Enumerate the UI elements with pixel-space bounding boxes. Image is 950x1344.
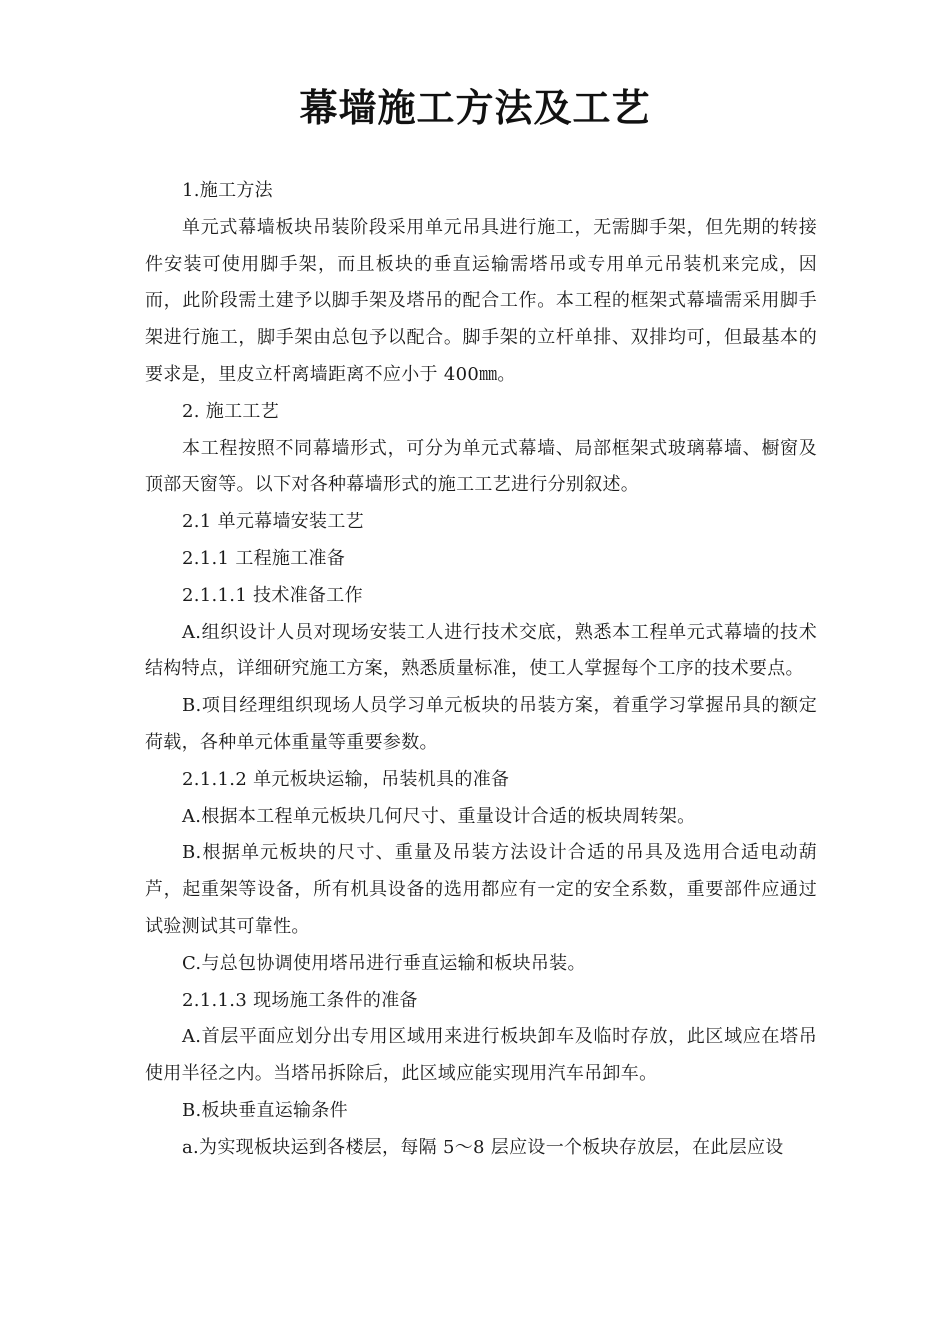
document-title: 幕墙施工方法及工艺 bbox=[299, 85, 651, 130]
paragraph-item-b-transport: B.根据单元板块的尺寸、重量及吊装方法设计合适的吊具及选用合适电动葫芦，起重架等设备，所有机具设备的选用都应有一定的安全系数，重要部件应通过试验测试其可靠性。 bbox=[145, 842, 817, 937]
paragraph-section-2-heading: 2. 施工工艺 bbox=[182, 400, 279, 422]
paragraph-construction-method: 单元式幕墙板块吊装阶段采用单元吊具进行施工，无需脚手架，但先期的转接件安装可使用脚手架，而且板块的垂直运输需塔吊或专用单元吊装机来完成，因而，此阶段需土建予以脚手架及塔吊的配合工作。本工程的框架式幕墙需采用脚手架进行施工，脚手架由总包予以配合。脚手架的立杆单排、双排均可，但最基本的要求是，里皮立杆离墙距离不应小于 400㎜。 bbox=[145, 216, 817, 385]
paragraph-section-2-1-1-1-heading: 2.1.1.1 技术准备工作 bbox=[182, 584, 363, 606]
paragraph-item-a-technical: A.组织设计人员对现场安装工人进行技术交底，熟悉本工程单元式幕墙的技术结构特点，详细研究施工方案，熟悉质量标准，使工人掌握每个工序的技术要点。 bbox=[145, 621, 817, 680]
paragraph-item-b-technical: B.项目经理组织现场人员学习单元板块的吊装方案，着重学习掌握吊具的额定荷载，各种单元体重量等重要参数。 bbox=[145, 695, 817, 753]
paragraph-item-a-site: A.首层平面应划分出专用区域用来进行板块卸车及临时存放，此区域应在塔吊使用半径之内。当塔吊拆除后，此区域应能实现用汽车吊卸车。 bbox=[145, 1026, 817, 1085]
paragraph-item-c-transport: C.与总包协调使用塔吊进行垂直运输和板块吊装。 bbox=[182, 952, 586, 974]
paragraph-section-2-1-heading: 2.1 单元幕墙安装工艺 bbox=[182, 511, 364, 533]
paragraph-item-a-transport: A.根据本工程单元板块几何尺寸、重量设计合适的板块周转架。 bbox=[182, 805, 696, 827]
paragraph-section-1-heading: 1.施工方法 bbox=[182, 180, 273, 201]
paragraph-item-a-lower-site: a.为实现板块运到各楼层，每隔 5～8 层应设一个板块存放层，在此层应设 bbox=[182, 1136, 784, 1158]
paragraph-section-2-1-1-2-heading: 2.1.1.2 单元板块运输，吊装机具的准备 bbox=[182, 768, 510, 790]
paragraph-section-2-1-1-heading: 2.1.1 工程施工准备 bbox=[182, 547, 346, 569]
paragraph-item-b-site: B.板块垂直运输条件 bbox=[182, 1099, 348, 1121]
paragraph-process-overview: 本工程按照不同幕墙形式，可分为单元式幕墙、局部框架式玻璃幕墙、橱窗及顶部天窗等。以下对各种幕墙形式的施工工艺进行分别叙述。 bbox=[145, 437, 817, 496]
paragraph-section-2-1-1-3-heading: 2.1.1.3 现场施工条件的准备 bbox=[182, 989, 418, 1011]
document-body bbox=[145, 173, 817, 1167]
